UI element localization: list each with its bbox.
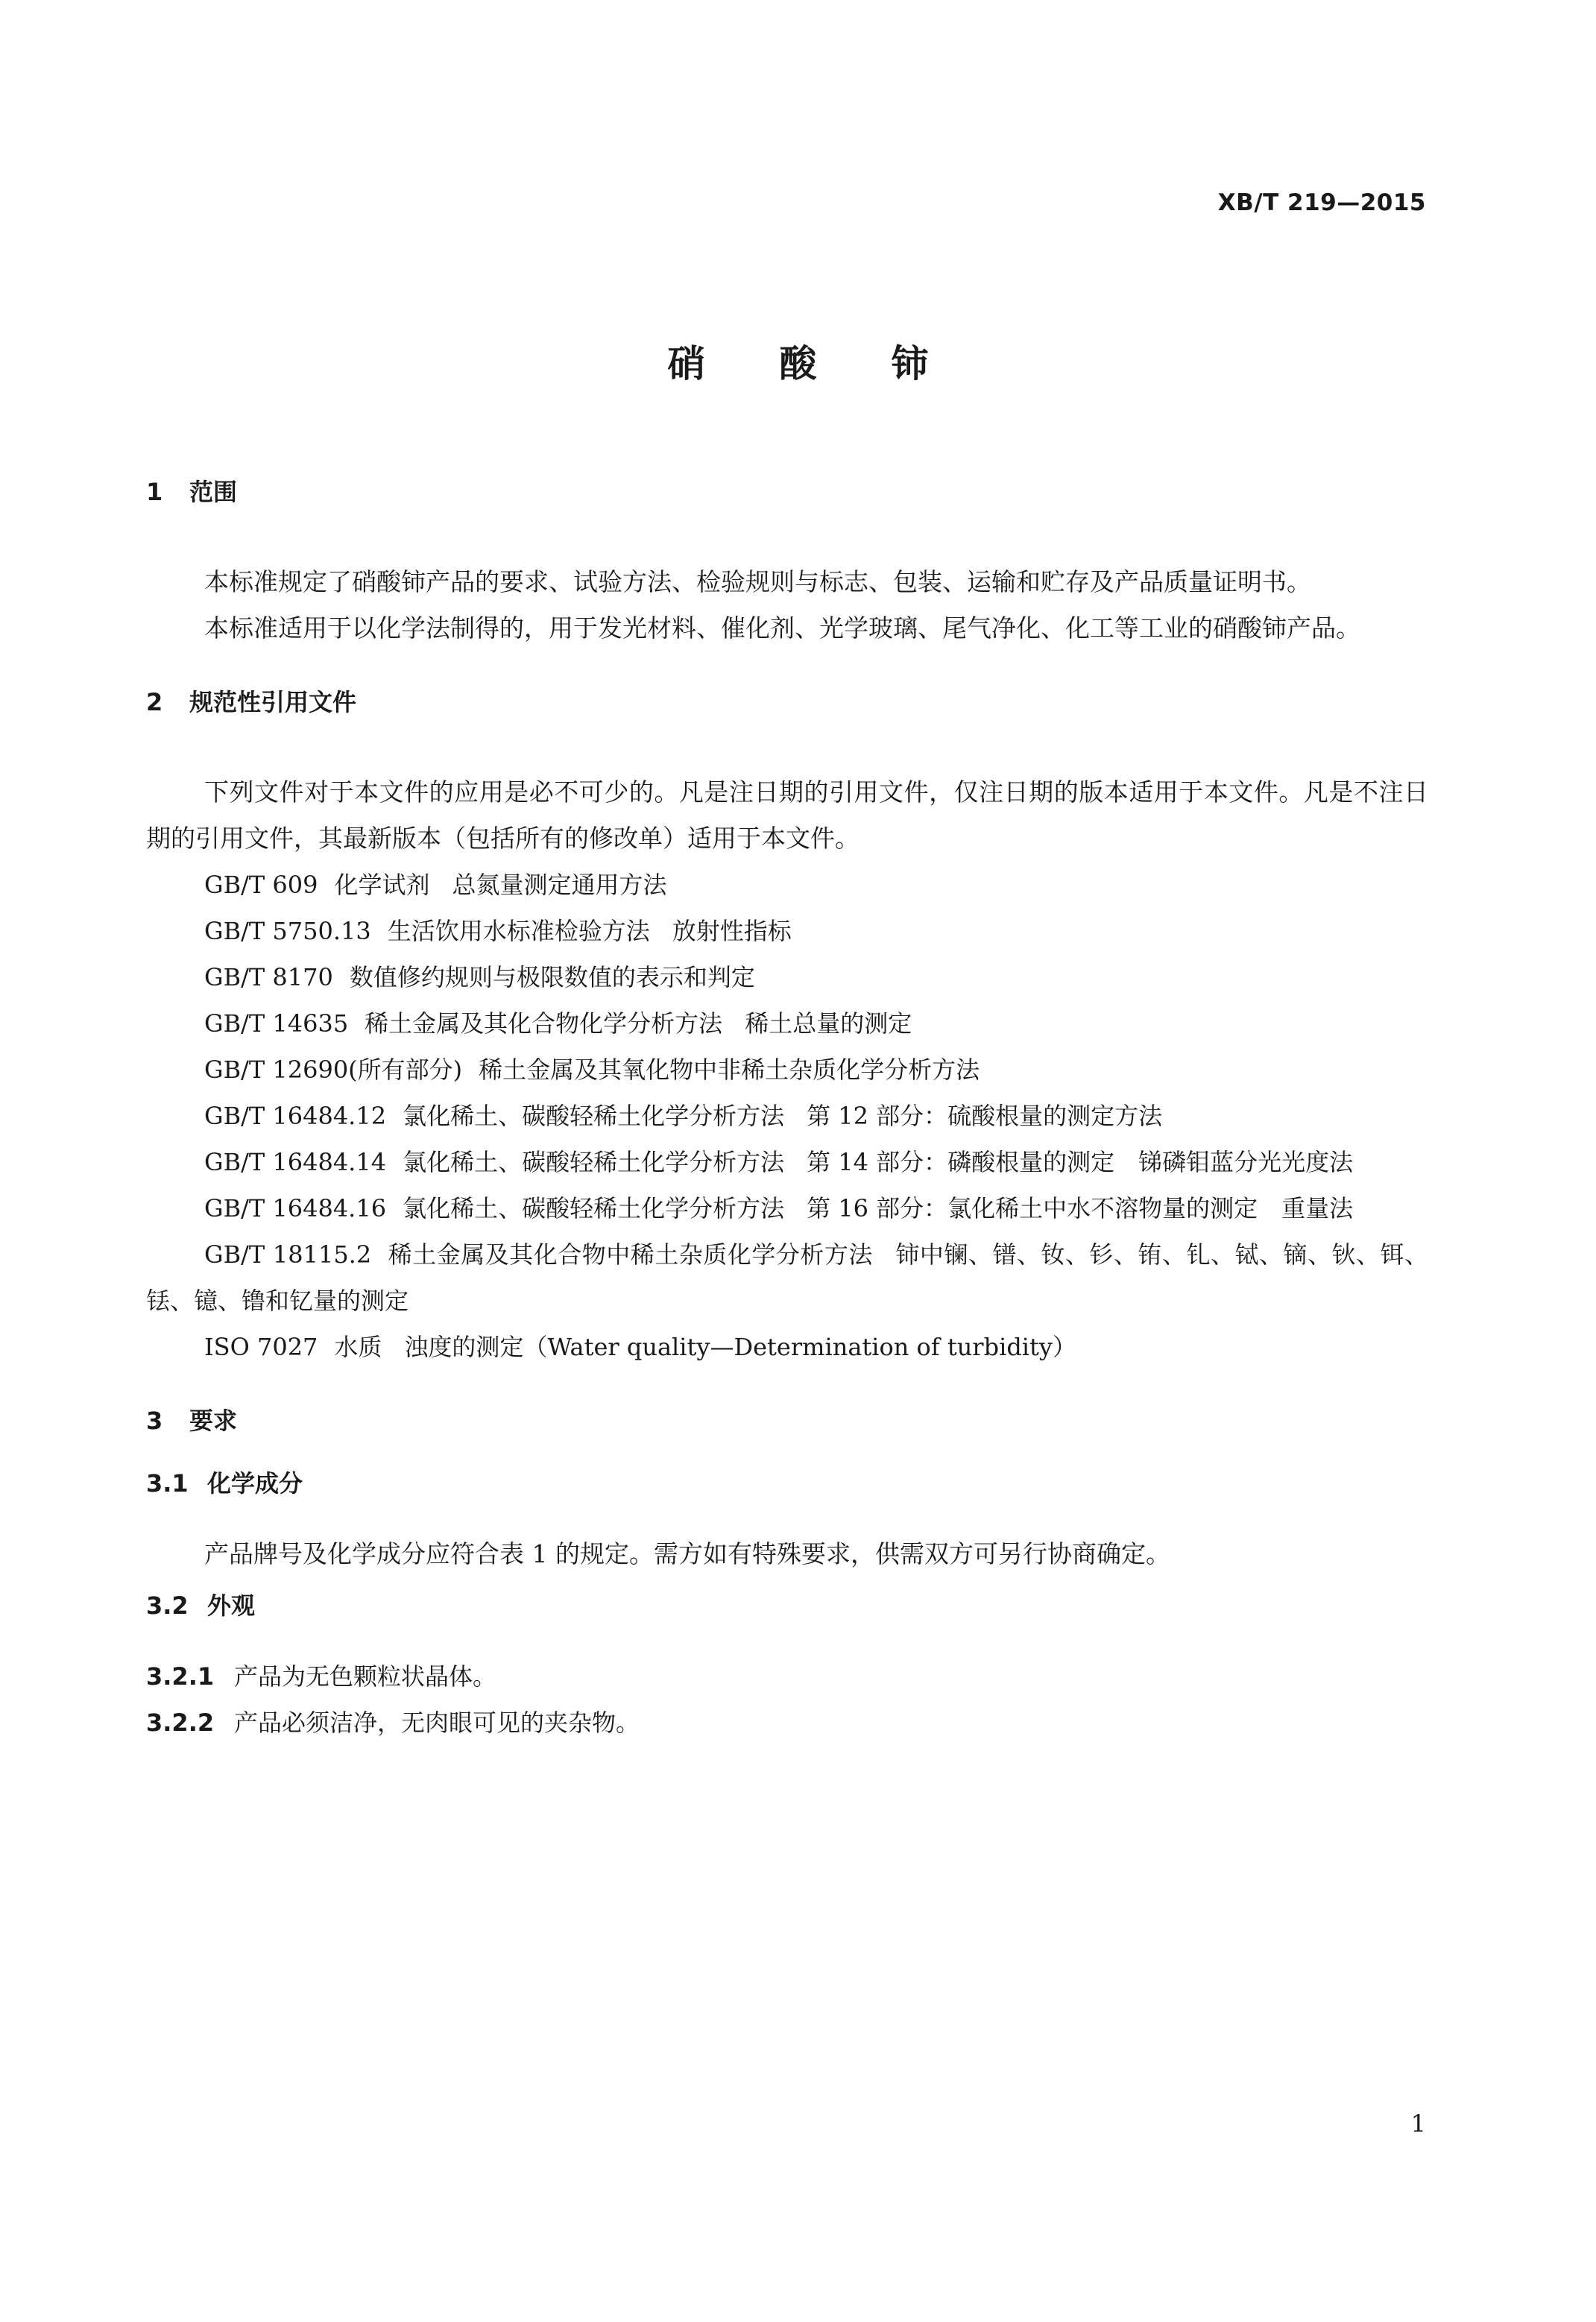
reference-item (146, 1185, 1428, 1231)
document-body (146, 477, 1428, 1746)
reference-title: 氯化稀土、碳酸轻稀土化学分析方法 (403, 1194, 785, 1222)
clause-number: 3.2.2 (146, 1709, 215, 1737)
reference-title: 化学试剂 (334, 871, 430, 899)
reference-title: 数值修约规则与极限数值的表示和判定 (349, 963, 755, 991)
reference-code: GB/T 609 (204, 871, 318, 899)
reference-subtitle: 稀土总量的测定 (745, 1009, 912, 1038)
reference-title: 稀土金属及其化合物中稀土杂质化学分析方法 (388, 1240, 873, 1269)
reference-item (146, 1047, 1428, 1093)
reference-subtitle: 第 12 部分：硫酸根量的测定方法 (807, 1102, 1163, 1130)
scope-paragraph-1: 本标准规定了硝酸铈产品的要求、试验方法、检验规则与标志、包装、运输和贮存及产品质量证明书。 (204, 567, 1311, 596)
section-number: 3 (146, 1407, 163, 1435)
reference-code: GB/T 12690(所有部分) (204, 1056, 463, 1084)
clause-number: 3.2.1 (146, 1662, 215, 1691)
document-title: 硝酸铈 (667, 342, 1003, 385)
references-intro: 下列文件对于本文件的应用是必不可少的。凡是注日期的引用文件，仅注日期的版本适用于本文件。凡是不注日期的引用文件，其最新版本（包括所有的修改单）适用于本文件。 (146, 777, 1428, 853)
reference-subtitle: 第 16 部分：氯化稀土中水不溶物量的测定 重量法 (807, 1194, 1354, 1222)
reference-item (146, 908, 1428, 954)
section-3-1-heading (146, 1468, 1428, 1498)
reference-title: 稀土金属及其氧化物中非稀土杂质化学分析方法 (479, 1056, 980, 1084)
section-3-heading (146, 1406, 1428, 1436)
section-title: 要求 (189, 1407, 238, 1435)
section-number: 1 (146, 478, 163, 506)
reference-subtitle: 放射性指标 (672, 917, 792, 945)
reference-code: GB/T 16484.16 (204, 1194, 387, 1222)
section-3-2-heading (146, 1591, 1428, 1621)
scope-paragraph-2: 本标准适用于以化学法制得的，用于发光材料、催化剂、光学玻璃、尾气净化、化工等工业的硝酸铈产品。 (204, 613, 1360, 643)
chemical-composition-paragraph: 产品牌号及化学成分应符合表 1 的规定。需方如有特殊要求，供需双方可另行协商确定。 (204, 1539, 1170, 1568)
section-title: 化学成分 (207, 1469, 303, 1498)
reference-code: GB/T 14635 (204, 1009, 349, 1038)
clause-3-2-1 (146, 1653, 1428, 1700)
reference-title: 生活饮用水标准检验方法 (387, 917, 650, 945)
section-title: 范围 (189, 478, 238, 506)
reference-code: ISO 7027 (204, 1333, 318, 1361)
reference-code: GB/T 16484.12 (204, 1102, 387, 1130)
section-number: 3.1 (146, 1469, 189, 1498)
reference-title: 稀土金属及其化合物化学分析方法 (365, 1009, 723, 1038)
reference-code: GB/T 5750.13 (204, 917, 371, 945)
reference-title: 水质 (334, 1333, 382, 1361)
reference-subtitle: 第 14 部分：磷酸根量的测定 锑磷钼蓝分光光度法 (807, 1148, 1354, 1176)
reference-title: 氯化稀土、碳酸轻稀土化学分析方法 (403, 1148, 785, 1176)
reference-item (146, 954, 1428, 1000)
standard-number: XB/T 219—2015 (1217, 189, 1426, 216)
section-number: 3.2 (146, 1591, 189, 1620)
reference-code: GB/T 8170 (204, 963, 333, 991)
reference-item (146, 1231, 1428, 1324)
section-title: 外观 (207, 1591, 256, 1620)
reference-subtitle: 浊度的测定（Water quality—Determination of turbidity） (404, 1333, 1076, 1361)
section-number: 2 (146, 688, 163, 716)
section-1-heading (146, 477, 1428, 507)
section-2-heading (146, 687, 1428, 717)
reference-item (146, 862, 1428, 908)
page-number: 1 (1410, 2110, 1426, 2138)
reference-code: GB/T 18115.2 (204, 1240, 372, 1269)
reference-item (146, 1139, 1428, 1185)
clause-text: 产品为无色颗粒状晶体。 (234, 1662, 497, 1691)
section-title: 规范性引用文件 (189, 688, 357, 716)
reference-title: 氯化稀土、碳酸轻稀土化学分析方法 (403, 1102, 785, 1130)
reference-item (146, 1000, 1428, 1047)
reference-item (146, 1093, 1428, 1139)
reference-subtitle: 总氮量测定通用方法 (452, 871, 667, 899)
reference-item (146, 1324, 1428, 1370)
reference-code: GB/T 16484.14 (204, 1148, 387, 1176)
reference-subtitle: 铈中镧、镨、钕、钐、铕、钆、铽、镝、钬、铒、铥、镱、镥和钇量的测定 (146, 1240, 1428, 1315)
clause-3-2-2 (146, 1700, 1428, 1746)
clause-text: 产品必须洁净，无肉眼可见的夹杂物。 (234, 1709, 640, 1737)
